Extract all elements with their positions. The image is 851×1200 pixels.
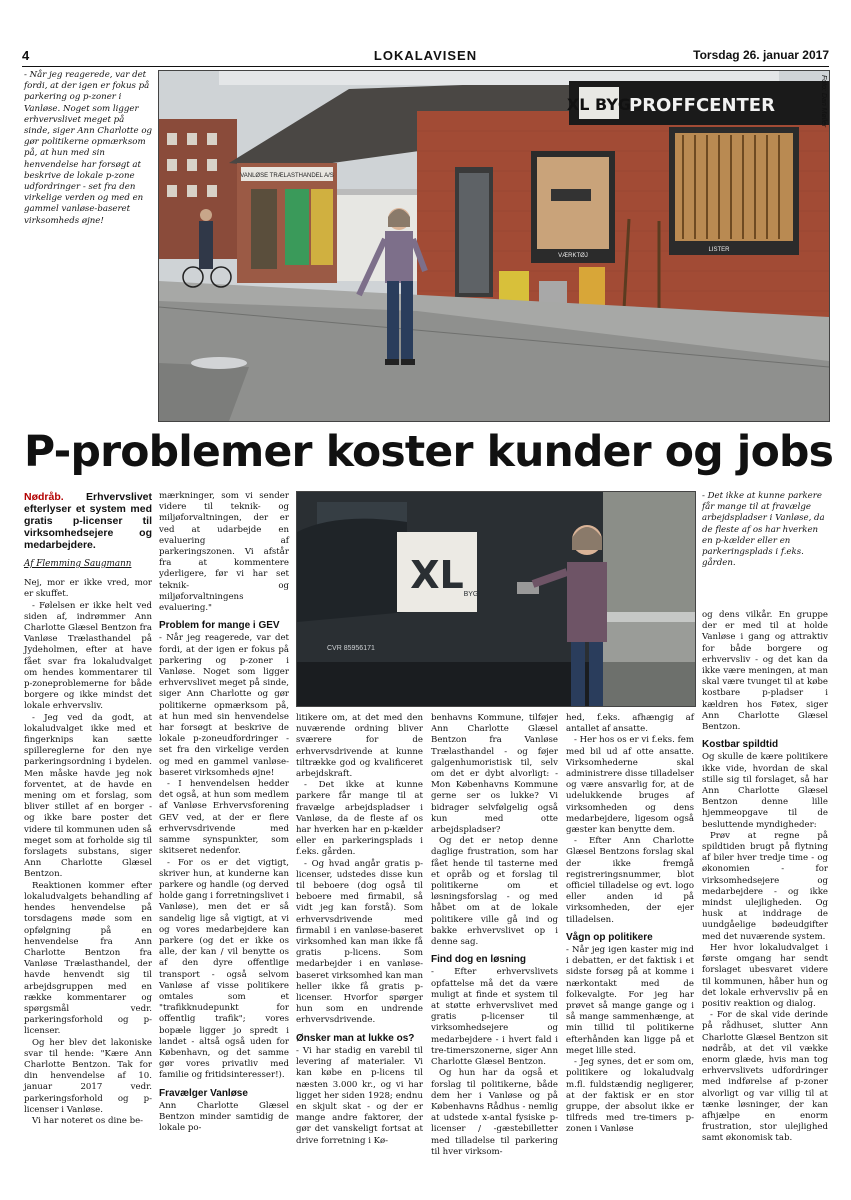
paragraph: - Jeg synes, det er som om, politikere og lokaludvalg m.fl. fuldstændig negligerer, at der faktisk er en stor gruppe, der absolut ikke er tilfreds med tre-timers p-zonen i Vanløse (566, 1057, 694, 1135)
article-column-4 (431, 713, 558, 1158)
paragraph: Ann Charlotte Glæsel Bentzon minder samtidig de lokale po- (159, 1100, 289, 1134)
paragraph: - I henvendelsen hedder det også, at hun som medlem af Vanløse Erhvervsforening GEV ved, at der er flere erhvervsdrivende med samme synspunkter, som skitseret nedenfor. (159, 779, 289, 857)
lead-text: Erhvervslivet efterlyser et system med gratis p-licenser til virksomhedsejere og medarbejdere. (24, 491, 152, 551)
paragraph: - For de skal vide derinde på rådhuset, slutter Ann Charlotte Glæsel Bentzon sit nødråb, at det vil vække enorm glæde, hvis man tog erhvervslivets udfordringer med indførelse af p-zoner alvorligt og var villig til at tænke løsninger, der kan afhjælpe en enorm frustration, stor ulejlighed samt økonomisk tab. (702, 1010, 828, 1144)
photo-credit: Foto: Dan Møller (820, 75, 827, 128)
article-column-5 (566, 713, 694, 1136)
paragraph: - Efter Ann Charlotte Glæsel Bentzons forslag skal der ikke fremgå registreringsnummer, blot officiel tilladelse og evt. logo eller anden id på virksomheden, der ejer tilladelsen. (566, 836, 694, 925)
headline: P-problemer koster kunder og jobs (24, 428, 834, 477)
publication-name: LOKALAVISEN (373, 48, 478, 63)
paragraph: - For os er det vigtigt, skriver hun, at kunderne kan parkere og handle (og derved holde gang i forretningslivet i Vanløse), men det er så sandelig lige så vigtigt, at vi og vores medarbejdere kan parkere (og det er ikke os alle, der kan / vil benytte os af den dyre offentlige transport - også selvom Vanløse af visse politikere omtales som et "trafikknudepunkt for offentlig trafik"; vores bopæle ligger jo spredt i landet - altså også uden for København, og det samme gør vores privatliv med familie og fritidsinteresser!). (159, 857, 289, 1081)
van-logo: XL (410, 553, 464, 597)
panel-label-2: LISTER (708, 247, 730, 253)
article-column-3 (296, 713, 423, 1147)
paragraph: Og det er netop denne daglige frustration, som har fået hende til tasterne med et opråb og et forslag til politikerne om et løsningsforslag - og med håbet om at de lokale politikere ville gå ind og bakke erhvervslivet op i denne sag. (431, 836, 558, 948)
paragraph: Prøv at regne på spildtiden brugt på flytning af biler hver tredje time - og økonomien - for virksomhedsejere og medarbejdere - og ikke mindst ulejligheden. Og husk at inddrage de uundgåelige bødeudgifter med det nuværende system. (702, 830, 828, 942)
subheading: Kostbar spildtid (702, 739, 779, 751)
paragraph: - Det ikke at kunne parkere får mange til at fravælge arbejdspladser i Vanløse, da de fleste af os har hverken har en p-kælder eller en parkeringsplads i f.eks. gården. (296, 780, 423, 858)
middle-photo (296, 491, 696, 707)
page-number: 4 (22, 48, 30, 63)
subheading: Fravælger Vanløse (159, 1087, 248, 1099)
van-plate: CVR 85956171 (327, 645, 375, 652)
paragraph: benhavns Kommune, tilføjer Ann Charlotte Glæsel Bentzon fra Vanløse Trælasthandel - og føjer galgenhumoristisk til, selv om det er dybt alvorligt: - Mon Københavns Kommune gerne ser os lukke? Vi bidrager selvfølgelig også kun med otte arbejdspladser? (431, 713, 558, 836)
paragraph: Her hvor lokaludvalget i første omgang har sendt forslaget ubesvaret videre til kommunen, håber hun og det lokale erhvervsliv på en positiv reaktion og dialog. (702, 942, 828, 1009)
issue-date: Torsdag 26. januar 2017 (693, 48, 829, 62)
paragraph: litikere om, at det med den nuværende ordning bliver sværere for de erhvervsdrivende at kunne tiltrække god og kvalificeret arbejdskraft. (296, 713, 423, 780)
paragraph: - Følelsen er ikke helt ved siden af, indrømmer Ann Charlotte Glæsel Bentzon fra Vanløse Trælasthandel på Jydeholmen, efter at have fået svar fra lokaludvalget om hendes kommentarer til p-zoneproblemerne for både borgere og ikke mindst det lokale erhvervsliv. (24, 600, 152, 712)
subheading: Problem for mange i GEV (159, 620, 280, 632)
paragraph: - Når jeg igen kaster mig ind i debatten, er det faktisk i et sidste forsøg på at komme i nærkontakt med de folkevalgte. For jeg har prøvet så mange gange og i så mange sammenhænge, at min tillid til politikerne efterhånden kan ligge på et meget lille sted. (566, 945, 694, 1056)
paragraph: hed, f.eks. afhængig af antallet af ansatte. (566, 713, 694, 735)
paragraph: - Når jeg reagerede, var det fordi, at der igen er fokus på parkering og p-zoner i Vanløse. Noget som ligger erhvervslivet meget på sinde, siger Ann Charlotte og gør politikerne opmærksom på, at hun med sin henvendelse har forsøgt at beskrive de lokale p-zoneudfordringer - set fra den virkelige verden og med en gammel vanløse-baseret virksomheds øjne! (159, 633, 289, 778)
paragraph: - Og hvad angår gratis p-licenser, udstedes disse kun til beboere (dog også til beboere med firmabil, så vidt jeg kan forstå). Som erhvervsdrivende med firmabil i en vanløse-baseret virksomhed kan man ikke få gratis p-licens. Som medarbejder i en vanløse-baseret virksomhed kan man heller ikke få gratis p-licenser. Hvorfor spørger hun som en undrende erhvervsdrivende. (296, 858, 423, 1026)
subheading: Vågn op politikere (566, 931, 653, 943)
article-lead (24, 491, 152, 551)
van-logo-sub: BYG (463, 591, 479, 598)
byline: Af Flemming Saugmann (24, 559, 132, 569)
paragraph: - Efter erhvervslivets opfattelse må det da være muligt at finde et system til at støtte erhvervslivet med gratis p-licenser til virksomhedsejere og medarbejdere - i hvert fald i tre-timerszonerne, siger Ann Charlotte Glæsel Bentzon. (431, 967, 558, 1068)
middle-photo-caption: - Det ikke at kunne parkere får mange til at fravælge arbejdspladser i Vanløse, da de fleste af os har hverken en p-kælder eller en parkeringsplads i f.eks. gården. (702, 491, 825, 569)
paragraph: mærkninger, som vi sender videre til teknik- og miljøforvaltningen, der er ved at udarbejde en evaluering af parkeringszonen. Vi afstår fra at kommentere yderligere, før vi har set teknik- og miljøforvaltningens evaluering." (159, 491, 289, 614)
article-column-1 (24, 491, 152, 1127)
lead-kicker: Nødråb. (24, 491, 64, 503)
van-photo (297, 492, 695, 706)
top-photo (158, 70, 830, 422)
paragraph: Nej, mor er ikke vred, mor er skuffet. (24, 578, 152, 600)
paragraph: og dens vilkår. En gruppe der er med til at holde Vanløse i gang og attraktiv for både borgere og erhvervsliv - og det kan da ikke være meningen, at man skal være tvunget til at købe kostbare p-pladser i kældren hos Føtex, siger Ann Charlotte Glæsel Bentzon. (702, 610, 828, 733)
paragraph: - Her hos os er vi f.eks. fem med bil ud af otte ansatte. Virksomhederne skal administrere disse tilladelser og være ansvarlig for, at de udelukkende bruges af virksomheden og dens medarbejdere, ligesom også gæster kan benytte dem. (566, 735, 694, 836)
subheading: Ønsker man at lukke os? (296, 1032, 415, 1044)
panel-label-1: VÆRKTØJ (558, 253, 588, 259)
subheading: Find dog en løsning (431, 954, 526, 966)
paragraph: Og her blev det lakoniske svar til hende: "Kære Ann Charlotte Bentzon. Tak for din henvendelse af 10. januar 2017 vedr. parkeringsforhold og p-licenser i Vanløse. (24, 1037, 152, 1115)
top-logo: XL BYG (566, 95, 632, 114)
shop-sign: VANLØSE TRÆLASTHANDEL A/S (240, 173, 334, 179)
paragraph: Vi har noteret os dine be- (32, 1115, 144, 1126)
proffcenter-sign: PROFFCENTER (629, 95, 775, 116)
storefront-photo (159, 71, 829, 421)
page-header (22, 48, 829, 67)
paragraph: Og hun har da også et forslag til politikerne, både dem her i Vanløse og på Københavns Rådhus - nemlig at udstede x-antal fysiske p-licenser / -gæstebilletter med tilladelse til parkering til hver virksom- (431, 1068, 558, 1157)
paragraph: - Vi har stadig en varebil til levering af materialer. Vi kan købe en p-licens til næsten 3.000 kr., og vi har ligget her siden 1928; endnu en skjult skat - og der er mange andre faktorer, der gør det vanskeligt fortsat at drive forretning i Kø- (296, 1045, 423, 1146)
paragraph: Og skulle de kære politikere ikke vide, hvordan de skal stille sig til forslaget, så har Ann Charlotte Glæsel Bentzon denne lille hjemmeopgave til de besluttende myndigheder: (702, 752, 828, 830)
article-column-6 (702, 610, 828, 1145)
paragraph: Reaktionen kommer efter lokaludvalgets behandling af hendes henvendelse på torsdagens møde som en opfølgning på en henvendelse fra Ann Charlotte Bentzon fra Vanløse Trælasthandel, der havde henvendt sig til arbejdsgruppen med en række kommentarer og spørgsmål vedr. parkeringsforhold og p-licenser. (24, 880, 152, 1037)
paragraph: - Jeg ved da godt, at lokaludvalget ikke med et fingerknips kan sætte spillereglerne for den nye parkeringsordning i bydelen. Men måske havde jeg nok forventet, at de havde en mening om et forslag, som bliver stillet af en borger - og ikke bare poster det videre til kommunen uden så meget som at forholde sig til forslagets substans, siger Ann Charlotte Glæsel Bentzon. (24, 712, 152, 880)
top-photo-caption: - Når jeg reagerede, var det fordi, at der igen er fokus på parkering og p-zoner i Vanløse. Noget som ligger erhvervslivet meget på sinde, siger Ann Charlotte og gør politikerne opmærksom på, at hun med sin henvendelse har forsøgt at beskrive de lokale p-zone udfordringer - set fra den virkelige verden og med en gammel vanløse-baseret virksomheds øjne! (24, 70, 152, 226)
article-column-2 (159, 491, 289, 1134)
